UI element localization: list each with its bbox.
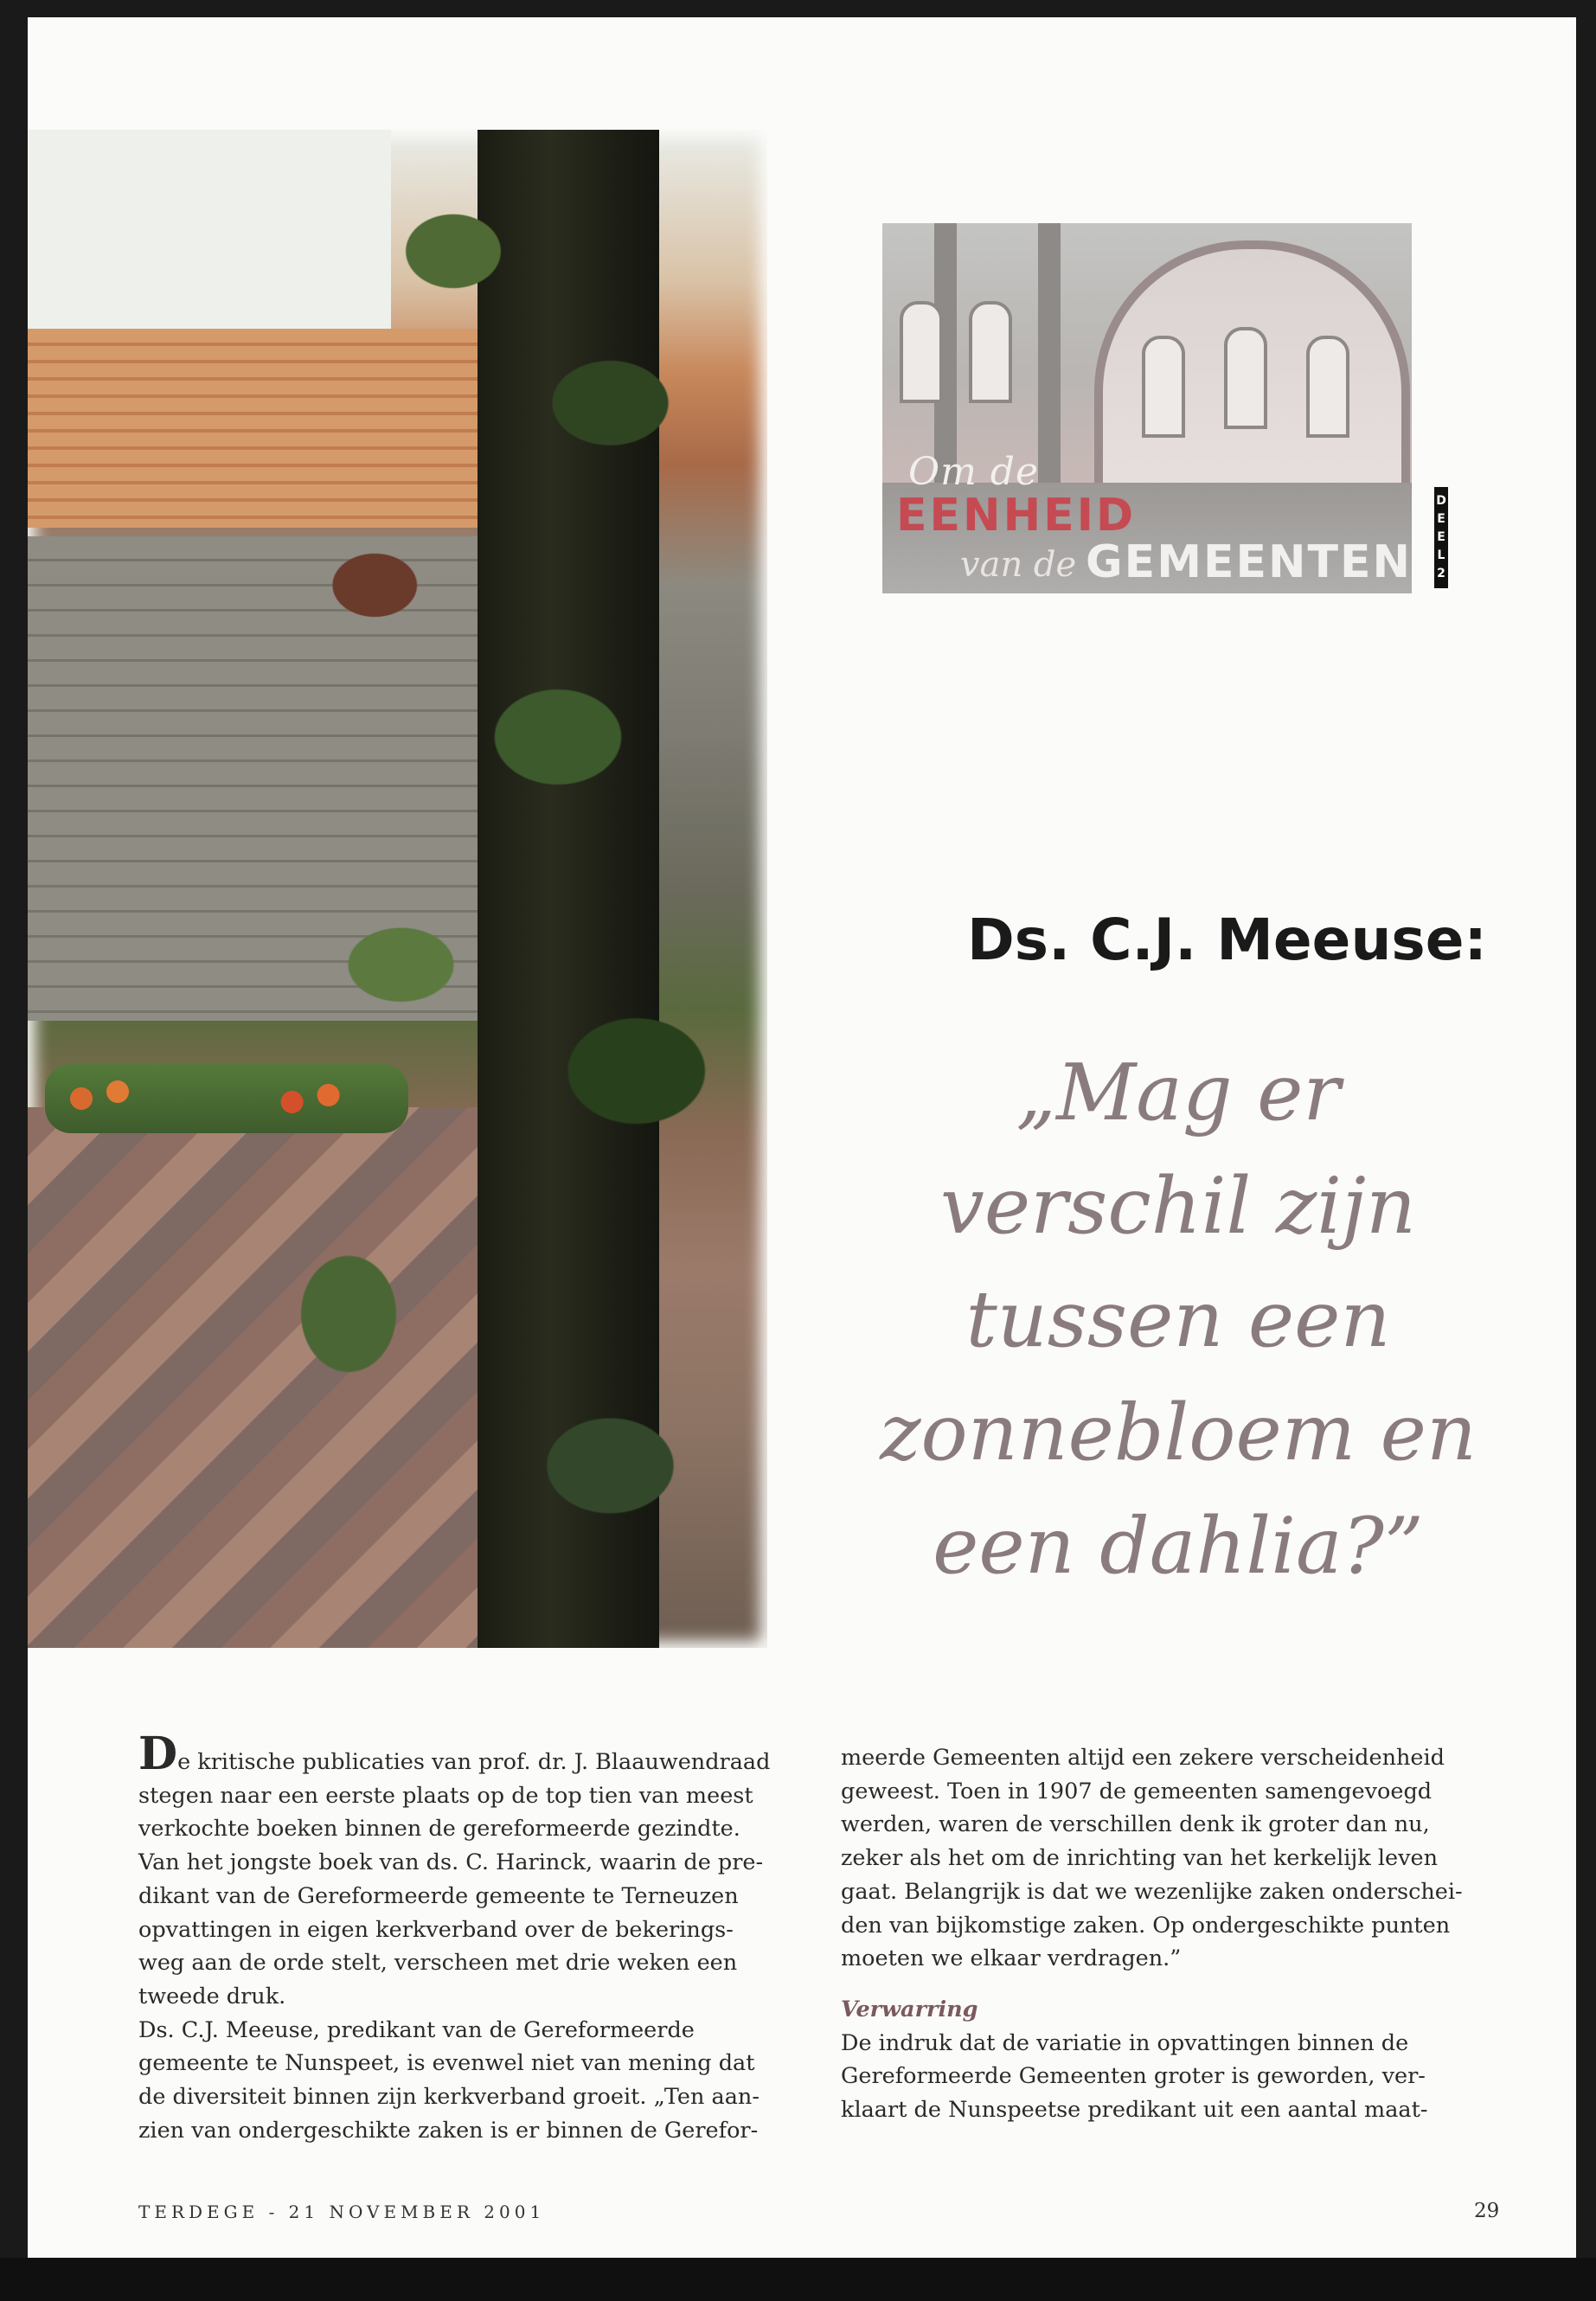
page-number: 29 — [1474, 2200, 1500, 2222]
series-banner — [882, 223, 1412, 593]
paragraph-line: de diversiteit binnen zijn kerkverband groeit. „Ten aan- — [138, 2084, 760, 2111]
banner-line-3: van de — [960, 545, 1077, 585]
paragraph-line: gaat. Belangrijk is dat we wezenlijke zaken onderschei- — [841, 1878, 1463, 1905]
banner-line-4: GEMEENTEN — [1086, 536, 1412, 588]
paragraph-line: geweest. Toen in 1907 de gemeenten samengevoegd — [841, 1778, 1433, 1804]
body-column-1 — [138, 1727, 809, 2147]
paragraph-line: den van bijkomstige zaken. Op ondergeschikte punten — [841, 1912, 1451, 1939]
paragraph-line: meerde Gemeenten altijd een zekere verscheidenheid — [841, 1745, 1445, 1771]
paragraph-line: weg aan de orde stelt, verscheen met drie weken een — [138, 1950, 738, 1977]
series-part-label: D E E L 2 — [1434, 487, 1448, 588]
paragraph-line: dikant van de Gereformeerde gemeente te Terneuzen — [138, 1882, 739, 1909]
paragraph-line: zeker als het om de inrichting van het kerkelijk leven — [841, 1845, 1439, 1872]
paragraph-line: zien van ondergeschikte zaken is er binnen de Gerefor- — [138, 2117, 759, 2144]
paragraph-line: Ds. C.J. Meeuse, predikant van de Gereformeerde — [138, 2016, 695, 2043]
paragraph-line: klaart de Nunspeetse predikant uit een aantal maat- — [841, 2097, 1428, 2124]
drop-cap: D — [138, 1727, 178, 1780]
paragraph-line: stegen naar een eerste plaats op de top tien van meest — [138, 1782, 753, 1809]
banner-line-2: EENHEID — [896, 490, 1137, 542]
paragraph-line: De indruk dat de variatie in opvattingen binnen de — [841, 2029, 1409, 2056]
paragraph-line: Gereformeerde Gemeenten groter is geworden, ver- — [841, 2063, 1426, 2090]
garden-photo — [28, 130, 767, 1648]
section-subheading: Verwarring — [841, 1996, 978, 2022]
scan-edge — [0, 2258, 1596, 2301]
paragraph-line: verkochte boeken binnen de gereformeerde gezindte. — [138, 1816, 740, 1843]
paragraph-line: Van het jongste boek van ds. C. Harinck, waarin de pre- — [138, 1849, 764, 1876]
paragraph-line: werden, waren de verschillen denk ik groter dan nu, — [841, 1811, 1430, 1838]
body-column-2 — [841, 1741, 1511, 2127]
banner-line-1: Om de — [908, 450, 1039, 494]
paragraph-line: moeten we elkaar verdragen.” — [841, 1945, 1182, 1972]
headline-quote: „Mag er verschil zijn tussen een zonnebloem en een dahlia?” — [880, 1048, 1477, 1592]
paragraph-line: opvattingen in eigen kerkverband over de bekerings- — [138, 1916, 734, 1943]
paragraph-line: De kritische publicaties van prof. dr. J. Blaauwendraad — [138, 1727, 771, 1780]
publication-footer: TERDEGE - 21 NOVEMBER 2001 — [138, 2202, 546, 2222]
paragraph-line: tweede druk. — [138, 1983, 286, 2009]
article-author: Ds. C.J. Meeuse: — [967, 907, 1487, 973]
paragraph-line: gemeente te Nunspeet, is evenwel niet van mening dat — [138, 2050, 755, 2077]
magazine-page — [28, 17, 1576, 2258]
